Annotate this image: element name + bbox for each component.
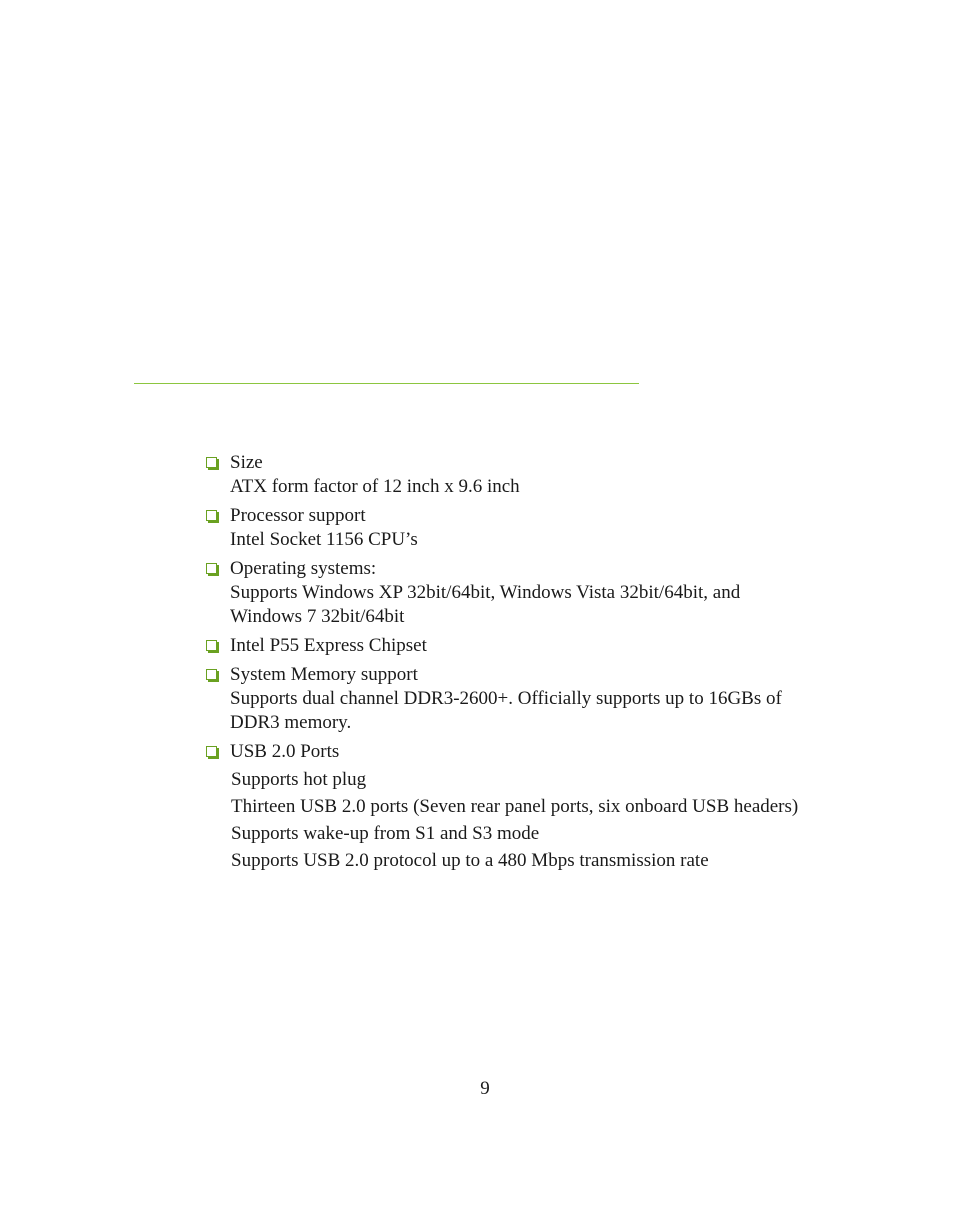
usb-detail-item: Supports wake-up from S1 and S3 mode [231, 823, 540, 844]
spec-item-processor [205, 504, 865, 552]
checkbox-square-icon [206, 563, 217, 574]
checkbox-square-icon [206, 746, 217, 757]
spec-title: System Memory support [230, 664, 418, 685]
spec-description: Intel Socket 1156 CPU’s [230, 529, 418, 550]
spec-description: Supports dual channel DDR3-2600+. Officially supports up to 16GBs of DDR3 memory. [230, 688, 782, 733]
section-divider [134, 383, 639, 384]
spec-item-memory [205, 663, 865, 735]
usb-detail-item: Thirteen USB 2.0 ports (Seven rear panel ports, six onboard USB headers) [231, 796, 799, 817]
checkbox-square-icon [206, 457, 217, 468]
checkbox-square-icon [206, 640, 217, 651]
spec-item-size [205, 451, 865, 499]
spec-description: Supports Windows XP 32bit/64bit, Windows Vista 32bit/64bit, and Windows 7 32bit/64bit [230, 582, 741, 627]
spec-item-operating-systems [205, 557, 865, 629]
spec-list [205, 451, 865, 769]
spec-title: Size [230, 452, 263, 473]
page-number: 9 [480, 1078, 490, 1099]
spec-item-usb [205, 740, 865, 764]
spec-item-chipset [205, 634, 865, 658]
spec-title: USB 2.0 Ports [230, 741, 340, 762]
checkbox-square-icon [206, 669, 217, 680]
spec-title: Operating systems: [230, 558, 377, 579]
usb-details-list [231, 766, 871, 874]
spec-title: Processor support [230, 505, 366, 526]
usb-detail-item: Supports USB 2.0 protocol up to a 480 Mbps transmission rate [231, 850, 709, 871]
spec-title: Intel P55 Express Chipset [230, 635, 427, 656]
usb-detail-item: Supports hot plug [231, 769, 367, 790]
spec-description: ATX form factor of 12 inch x 9.6 inch [230, 476, 520, 497]
checkbox-square-icon [206, 510, 217, 521]
